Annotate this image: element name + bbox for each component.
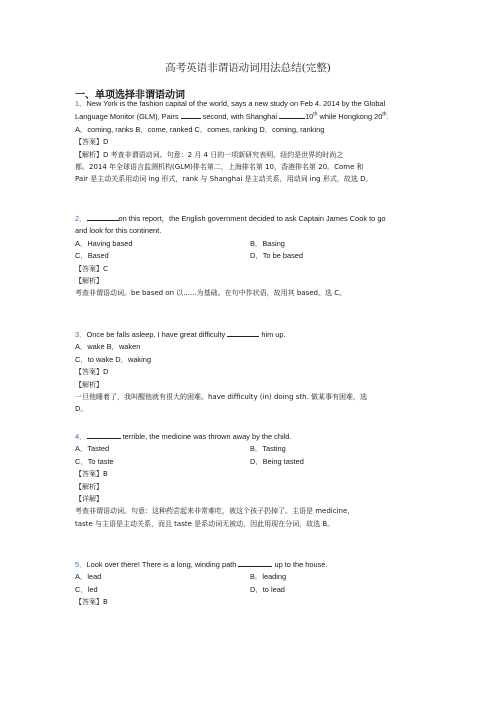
- question-number: 1．: [75, 99, 87, 108]
- question-2-answer: 【答案】C: [75, 264, 108, 273]
- question-1-stem-cont: Language Monitor (GLM), Pairs second, with Shanghai 10th while Hongkong 20th.: [75, 111, 389, 122]
- question-3-analysis: 一旦他睡着了，我叫醒他就有很大的困难。have difficulty (in) doing sth. 做某事有困难，选: [75, 393, 368, 402]
- question-4-options-row: [75, 443, 425, 455]
- question-4-analysis-label: 【解析】: [75, 482, 103, 491]
- section-heading: 一、单项选择非谓语动词: [75, 90, 185, 101]
- question-1-analysis: Pair 是主动关系用动词 ing 形式，rank 与 Shanghai 是主动关系，用动词 ing 形式，故选 D。: [75, 175, 373, 184]
- question-3-analysis-label: 【解析】: [75, 380, 103, 389]
- question-5-options-row: [75, 571, 425, 583]
- question-2-stem-cont: and look for this continent.: [75, 226, 162, 236]
- option-a: A．Having based: [75, 238, 133, 248]
- option-b: B．Tasting: [250, 444, 286, 454]
- question-3-answer: 【答案】D: [75, 368, 109, 377]
- question-3: [75, 328, 425, 416]
- question-number: 4．: [75, 432, 87, 441]
- option-d: D．to lead: [250, 584, 285, 594]
- option-c: C．To taste: [75, 456, 114, 466]
- option-d: D．Being tasted: [250, 456, 304, 466]
- answer-blank: [238, 558, 272, 567]
- question-number: 5．: [75, 560, 87, 569]
- question-1-analysis: 【解析】D 考查非谓语动词。句意：2 月 4 日的一项新研究表明，纽约是世界的时尚之: [75, 150, 344, 159]
- question-4-analysis: 考查非谓语动词。句意：这种药尝起来非常难吃，被这个孩子扔掉了。主语是 medicine，: [75, 507, 355, 516]
- question-3-options: A．wake B．waken: [75, 342, 141, 352]
- question-4-stem: 4． terrible, the medicine was thrown away by the child.: [75, 432, 292, 441]
- question-1-answer: 【答案】D: [75, 138, 109, 147]
- question-4-answer: 【答案】B: [75, 470, 108, 479]
- option-d: D．To be based: [250, 251, 303, 261]
- option-c: C．Based: [75, 251, 109, 261]
- answer-blank: [87, 430, 121, 439]
- question-5-answer: 【答案】B: [75, 598, 108, 607]
- question-2: [75, 212, 425, 300]
- question-5: [75, 558, 425, 609]
- option-a: A．Tasted: [75, 444, 110, 454]
- question-2-analysis: 考查非谓语动词。be based on 以......为基础。在句中作状语，故用其 based。选 C。: [75, 289, 347, 298]
- question-2-stem: 2． on this report，the English government decided to ask Captain James Cook to go: [75, 214, 386, 223]
- answer-blank: [227, 328, 259, 337]
- question-2-analysis-label: 【解析】: [75, 277, 103, 285]
- question-number: 3．: [75, 330, 87, 339]
- option-c: C．led: [75, 584, 98, 594]
- question-2-options-row: [75, 238, 425, 250]
- question-5-options-row: [75, 584, 425, 596]
- question-3-stem: 3．Once be falls asleep, I have great difficulty him up.: [75, 330, 286, 339]
- answer-blank: [87, 212, 119, 221]
- question-4-options-row: [75, 456, 425, 468]
- question-number: 2．: [75, 214, 87, 223]
- question-4: [75, 430, 425, 530]
- question-3-options: C．to wake D．waking: [75, 354, 151, 364]
- option-b: B．leading: [250, 572, 287, 582]
- question-3-analysis: D。: [75, 405, 88, 414]
- document-title: 高考英语非谓语动词用法总结(完整): [165, 62, 331, 74]
- question-4-analysis: taste 与主语是主动关系，而且 taste 是系动词无被动，因此用现在分词，故选 B。: [75, 519, 335, 528]
- question-5-stem: 5．Look over there! There is a long, winding path up to the house.: [75, 560, 328, 569]
- question-2-options-row: [75, 250, 425, 262]
- question-1: [75, 98, 425, 186]
- question-1-stem: 1．New York is the fashion capital of the world, says a new study on Feb 4. 2014 by the Global: [75, 99, 386, 108]
- option-b: B．Basing: [250, 238, 285, 248]
- answer-blank: [279, 110, 305, 119]
- question-4-detail-label: 【详解】: [75, 495, 103, 503]
- question-1-options: A．coming, ranks B．come, ranked C．comes, ranking D．coming, ranking: [75, 124, 325, 134]
- answer-blank: [181, 110, 201, 119]
- question-1-analysis: 都。2014 年全球语言监测机构(GLM)排名第二，上海排名第 10，香港排名第 20。Come 和: [75, 163, 364, 172]
- option-a: A．lead: [75, 572, 102, 582]
